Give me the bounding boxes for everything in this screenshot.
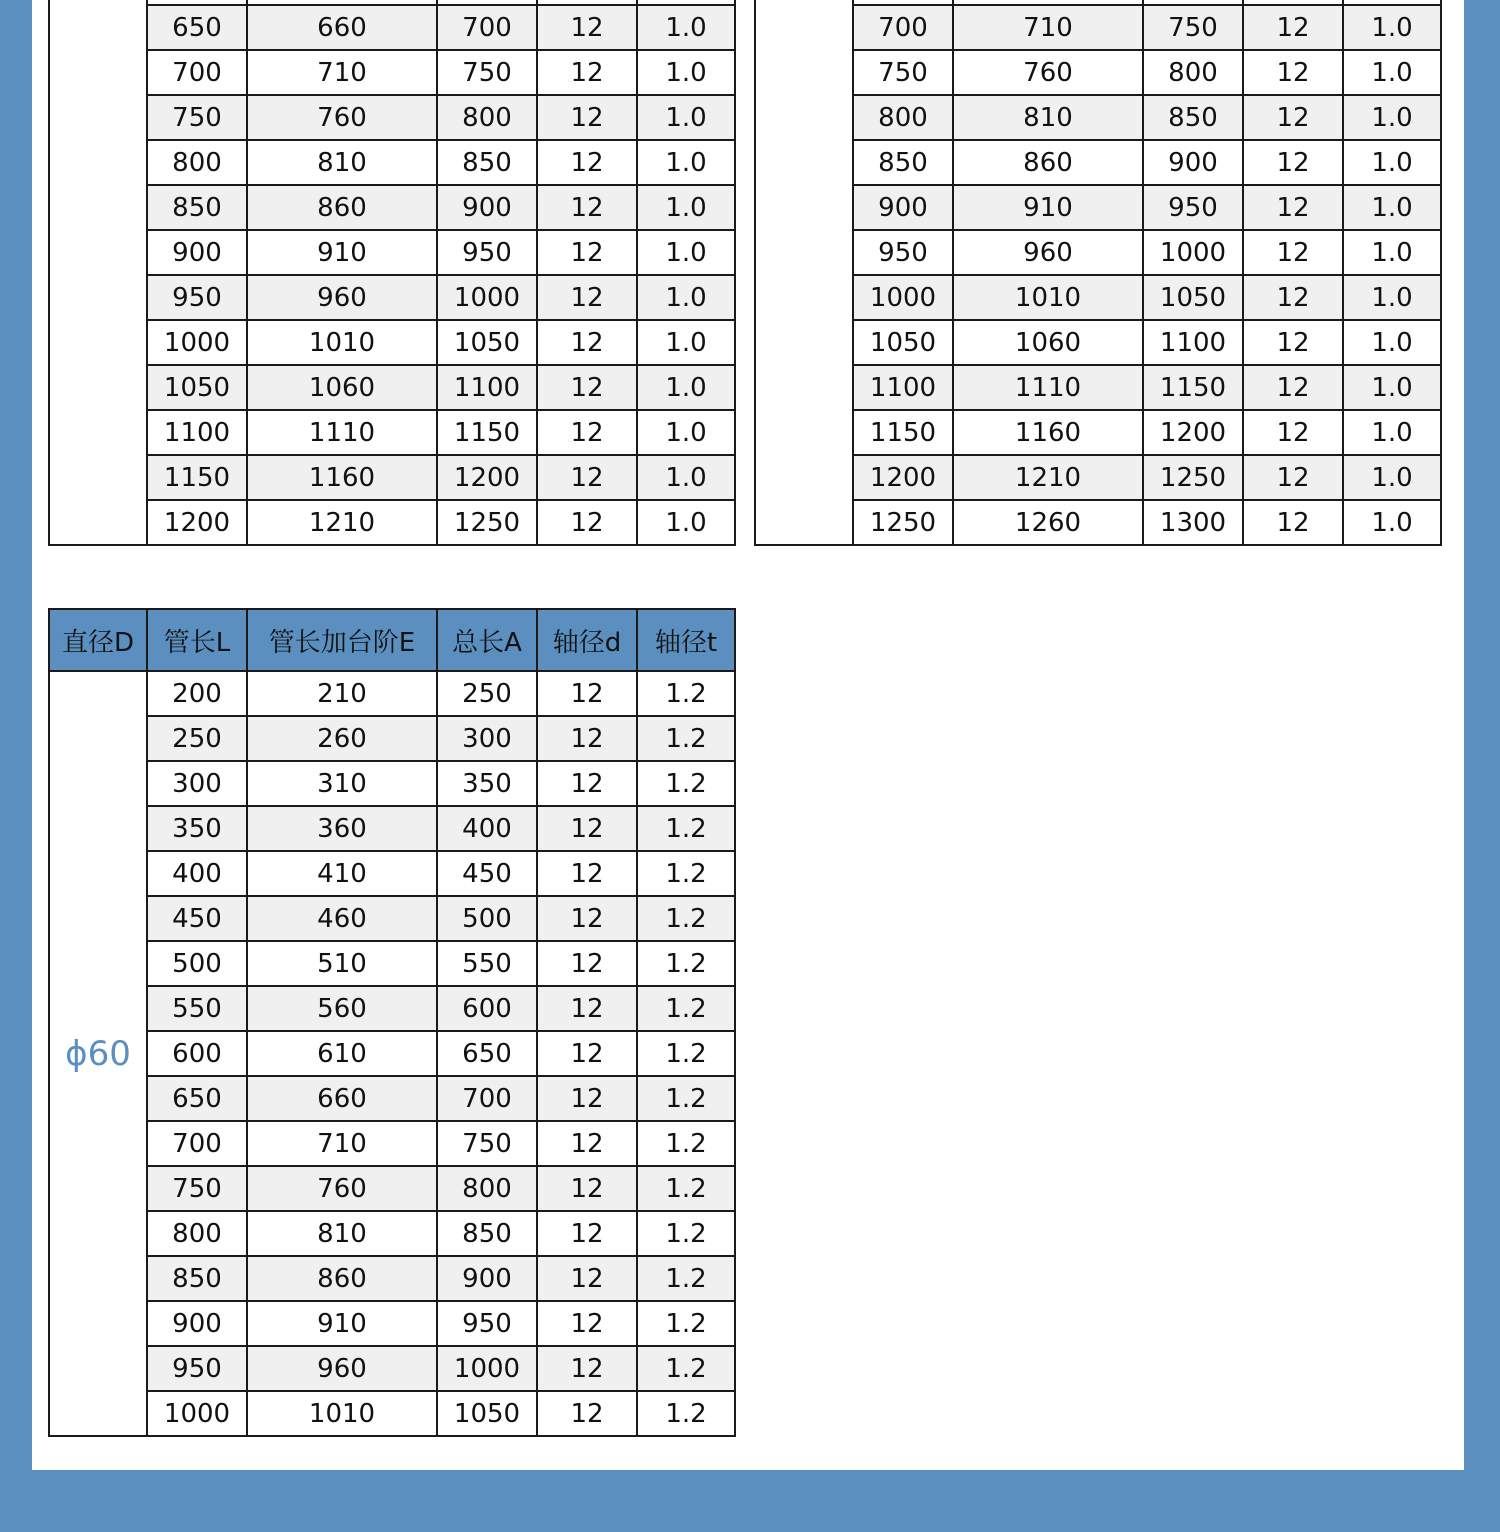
shaft-t-cell: 1.2	[637, 1301, 735, 1346]
step-length-cell: 310	[247, 761, 437, 806]
pipe-length-cell: 850	[147, 185, 247, 230]
table-row	[755, 50, 1441, 95]
step-length-cell: 510	[247, 941, 437, 986]
header-pipe-length-l: 管长L	[147, 609, 247, 671]
shaft-d-cell: 12	[537, 455, 637, 500]
step-length-cell: 960	[247, 1346, 437, 1391]
pipe-length-cell: 1000	[853, 275, 953, 320]
table-row	[755, 185, 1441, 230]
step-length-cell: 260	[247, 716, 437, 761]
shaft-t-cell: 1.0	[637, 95, 735, 140]
step-length-cell: 210	[247, 671, 437, 716]
table-row	[755, 95, 1441, 140]
total-length-cell: 1150	[1143, 365, 1243, 410]
total-length-cell: 400	[437, 806, 537, 851]
total-length-cell: 1000	[437, 275, 537, 320]
shaft-d-cell: 12	[537, 851, 637, 896]
pipe-length-cell: 1000	[147, 320, 247, 365]
total-length-cell: 950	[1143, 185, 1243, 230]
shaft-d-cell: 12	[537, 1256, 637, 1301]
total-length-cell: 850	[1143, 95, 1243, 140]
shaft-d-cell: 12	[1243, 275, 1343, 320]
shaft-t-cell: 1.0	[637, 230, 735, 275]
table-row	[49, 1211, 735, 1256]
shaft-t-cell: 1.0	[1343, 275, 1441, 320]
shaft-t-cell: 1.0	[637, 365, 735, 410]
total-length-cell: 1250	[437, 500, 537, 545]
table-row	[49, 761, 735, 806]
shaft-d-cell: 12	[537, 1391, 637, 1436]
pipe-length-cell: 1050	[853, 320, 953, 365]
table-row	[49, 806, 735, 851]
step-length-cell: 860	[247, 185, 437, 230]
shaft-t-cell: 1.2	[637, 1076, 735, 1121]
shaft-d-cell: 12	[537, 1301, 637, 1346]
total-length-cell: 350	[437, 761, 537, 806]
step-length-cell: 610	[247, 1031, 437, 1076]
pipe-length-cell: 250	[147, 716, 247, 761]
table-row	[49, 851, 735, 896]
pipe-length-cell: 600	[147, 1031, 247, 1076]
shaft-t-cell: 1.0	[1343, 320, 1441, 365]
shaft-t-cell: 1.2	[637, 761, 735, 806]
shaft-d-cell: 12	[1243, 50, 1343, 95]
table-row	[755, 455, 1441, 500]
pipe-length-cell: 800	[147, 1211, 247, 1256]
step-length-cell: 860	[247, 1256, 437, 1301]
step-length-cell: 1110	[953, 365, 1143, 410]
total-length-cell: 1150	[437, 410, 537, 455]
table-row	[755, 410, 1441, 455]
shaft-t-cell: 1.2	[637, 806, 735, 851]
pipe-length-cell: 900	[147, 1301, 247, 1346]
step-length-cell: 910	[247, 230, 437, 275]
total-length-cell: 1300	[1143, 500, 1243, 545]
pipe-length-cell: 1200	[853, 455, 953, 500]
step-length-cell: 710	[247, 1121, 437, 1166]
table-row	[755, 320, 1441, 365]
step-length-cell: 860	[953, 140, 1143, 185]
pipe-length-cell: 650	[147, 1076, 247, 1121]
shaft-d-cell: 12	[537, 1121, 637, 1166]
table-row	[49, 95, 735, 140]
shaft-d-cell: 12	[537, 1211, 637, 1256]
shaft-t-cell: 1.0	[637, 500, 735, 545]
header-total-length-a: 总长A	[437, 609, 537, 671]
step-length-cell: 760	[953, 50, 1143, 95]
total-length-cell: 950	[437, 1301, 537, 1346]
table-row	[755, 230, 1441, 275]
shaft-d-cell: 12	[537, 140, 637, 185]
shaft-t-cell: 1.0	[1343, 410, 1441, 455]
shaft-t-cell: 1.2	[637, 1211, 735, 1256]
table-row	[49, 1391, 735, 1436]
pipe-length-cell: 750	[147, 1166, 247, 1211]
total-length-cell: 700	[437, 5, 537, 50]
pipe-length-cell: 1100	[147, 410, 247, 455]
step-length-cell: 760	[247, 95, 437, 140]
diameter-label	[755, 0, 853, 545]
shaft-t-cell: 1.0	[1343, 140, 1441, 185]
shaft-d-cell: 12	[1243, 185, 1343, 230]
table-row	[49, 410, 735, 455]
step-length-cell: 1160	[247, 455, 437, 500]
header-diameter-d: 直径D	[49, 609, 147, 671]
pipe-length-cell: 350	[147, 806, 247, 851]
shaft-t-cell: 1.0	[637, 185, 735, 230]
pipe-length-cell: 650	[147, 5, 247, 50]
shaft-t-cell: 1.0	[1343, 500, 1441, 545]
shaft-d-cell: 12	[1243, 230, 1343, 275]
total-length-cell: 650	[437, 1031, 537, 1076]
shaft-d-cell: 12	[537, 986, 637, 1031]
total-length-cell: 900	[1143, 140, 1243, 185]
shaft-d-cell: 12	[537, 185, 637, 230]
shaft-d-cell: 12	[537, 1166, 637, 1211]
shaft-d-cell: 12	[537, 5, 637, 50]
total-length-cell: 700	[437, 1076, 537, 1121]
table-row	[755, 365, 1441, 410]
total-length-cell: 1250	[1143, 455, 1243, 500]
shaft-t-cell: 1.2	[637, 716, 735, 761]
total-length-cell: 600	[437, 986, 537, 1031]
pipe-length-cell: 1200	[147, 500, 247, 545]
total-length-cell: 1000	[437, 1346, 537, 1391]
total-length-cell: 1050	[437, 1391, 537, 1436]
shaft-t-cell: 1.2	[637, 986, 735, 1031]
pipe-length-cell: 750	[853, 50, 953, 95]
total-length-cell: 1000	[1143, 230, 1243, 275]
table-row	[49, 986, 735, 1031]
shaft-d-cell: 12	[537, 806, 637, 851]
step-length-cell: 810	[247, 1211, 437, 1256]
step-length-cell: 710	[247, 50, 437, 95]
total-length-cell: 850	[437, 1211, 537, 1256]
table-row	[49, 671, 735, 716]
shaft-d-cell: 12	[1243, 5, 1343, 50]
shaft-t-cell: 1.0	[637, 5, 735, 50]
step-length-cell: 1010	[247, 320, 437, 365]
pipe-length-cell: 700	[147, 1121, 247, 1166]
step-length-cell: 960	[953, 230, 1143, 275]
shaft-t-cell: 1.2	[637, 1166, 735, 1211]
step-length-cell: 960	[247, 275, 437, 320]
table-row	[49, 500, 735, 545]
shaft-d-cell: 12	[1243, 365, 1343, 410]
total-length-cell: 1200	[437, 455, 537, 500]
shaft-t-cell: 1.0	[637, 320, 735, 365]
table-row	[755, 140, 1441, 185]
step-length-cell: 910	[953, 185, 1143, 230]
shaft-d-cell: 12	[537, 1346, 637, 1391]
table-row	[49, 1166, 735, 1211]
step-length-cell: 1210	[247, 500, 437, 545]
pipe-length-cell: 950	[853, 230, 953, 275]
pipe-length-cell: 1050	[147, 365, 247, 410]
total-length-cell: 1200	[1143, 410, 1243, 455]
step-length-cell: 1160	[953, 410, 1143, 455]
pipe-length-cell: 200	[147, 671, 247, 716]
pipe-length-cell: 450	[147, 896, 247, 941]
shaft-t-cell: 1.2	[637, 851, 735, 896]
pipe-length-cell: 850	[147, 1256, 247, 1301]
shaft-t-cell: 1.0	[1343, 95, 1441, 140]
shaft-t-cell: 1.2	[637, 671, 735, 716]
shaft-d-cell: 12	[537, 671, 637, 716]
shaft-t-cell: 1.0	[637, 410, 735, 455]
shaft-d-cell: 12	[1243, 410, 1343, 455]
shaft-t-cell: 1.0	[637, 455, 735, 500]
shaft-t-cell: 1.0	[637, 275, 735, 320]
pipe-length-cell: 700	[853, 5, 953, 50]
pipe-length-cell: 850	[853, 140, 953, 185]
total-length-cell: 900	[437, 185, 537, 230]
total-length-cell: 500	[437, 896, 537, 941]
table-row	[49, 5, 735, 50]
total-length-cell: 1050	[1143, 275, 1243, 320]
shaft-d-cell: 12	[1243, 455, 1343, 500]
step-length-cell: 460	[247, 896, 437, 941]
header-pipe-step-length-e: 管长加台阶E	[247, 609, 437, 671]
step-length-cell: 810	[247, 140, 437, 185]
total-length-cell: 450	[437, 851, 537, 896]
pipe-length-cell: 950	[147, 1346, 247, 1391]
step-length-cell: 660	[247, 1076, 437, 1121]
shaft-t-cell: 1.2	[637, 1391, 735, 1436]
shaft-d-cell: 12	[537, 275, 637, 320]
table-row	[49, 185, 735, 230]
shaft-d-cell: 12	[1243, 320, 1343, 365]
shaft-t-cell: 1.0	[1343, 230, 1441, 275]
pipe-length-cell: 700	[147, 50, 247, 95]
total-length-cell: 850	[437, 140, 537, 185]
diameter-label	[49, 0, 147, 545]
table-row	[49, 365, 735, 410]
pipe-length-cell: 800	[853, 95, 953, 140]
shaft-d-cell: 12	[537, 320, 637, 365]
table-row	[49, 50, 735, 95]
pipe-length-cell: 750	[147, 95, 247, 140]
shaft-d-cell: 12	[537, 500, 637, 545]
total-length-cell: 300	[437, 716, 537, 761]
shaft-d-cell: 12	[537, 230, 637, 275]
total-length-cell: 800	[1143, 50, 1243, 95]
shaft-d-cell: 12	[1243, 500, 1343, 545]
shaft-t-cell: 1.2	[637, 1346, 735, 1391]
header-shaft-diameter-t: 轴径t	[637, 609, 735, 671]
table-row	[755, 5, 1441, 50]
total-length-cell: 800	[437, 95, 537, 140]
step-length-cell: 810	[953, 95, 1143, 140]
step-length-cell: 1110	[247, 410, 437, 455]
step-length-cell: 1060	[247, 365, 437, 410]
step-length-cell: 1010	[247, 1391, 437, 1436]
step-length-cell: 1010	[953, 275, 1143, 320]
step-length-cell: 1210	[953, 455, 1143, 500]
shaft-d-cell: 12	[537, 761, 637, 806]
table-row	[49, 1346, 735, 1391]
total-length-cell: 550	[437, 941, 537, 986]
table-row	[49, 455, 735, 500]
pipe-length-cell: 900	[147, 230, 247, 275]
table-row	[49, 1256, 735, 1301]
shaft-t-cell: 1.0	[637, 50, 735, 95]
header-shaft-diameter-d: 轴径d	[537, 609, 637, 671]
shaft-d-cell: 12	[537, 941, 637, 986]
shaft-d-cell: 12	[1243, 95, 1343, 140]
table-row	[49, 941, 735, 986]
table-header-row	[49, 609, 735, 671]
spec-table-phi50	[754, 0, 1442, 546]
diameter-label	[49, 671, 147, 1436]
shaft-t-cell: 1.2	[637, 1256, 735, 1301]
table-row	[49, 716, 735, 761]
pipe-length-cell: 550	[147, 986, 247, 1031]
shaft-t-cell: 1.0	[1343, 185, 1441, 230]
table-row	[49, 1076, 735, 1121]
shaft-d-cell: 12	[537, 410, 637, 455]
shaft-t-cell: 1.2	[637, 941, 735, 986]
table-row	[49, 1301, 735, 1346]
table-row	[49, 896, 735, 941]
step-length-cell: 760	[247, 1166, 437, 1211]
spec-table-phi60	[48, 608, 736, 1437]
shaft-t-cell: 1.0	[1343, 50, 1441, 95]
shaft-d-cell: 12	[537, 95, 637, 140]
shaft-t-cell: 1.0	[1343, 455, 1441, 500]
step-length-cell: 560	[247, 986, 437, 1031]
total-length-cell: 1100	[437, 365, 537, 410]
total-length-cell: 750	[1143, 5, 1243, 50]
table-row	[49, 230, 735, 275]
diameter-value: ϕ60	[65, 1033, 131, 1074]
shaft-t-cell: 1.0	[1343, 5, 1441, 50]
total-length-cell: 800	[437, 1166, 537, 1211]
table-row	[49, 1121, 735, 1166]
total-length-cell: 1050	[437, 320, 537, 365]
table-row	[755, 500, 1441, 545]
table-row	[49, 140, 735, 185]
shaft-d-cell: 12	[1243, 140, 1343, 185]
shaft-d-cell: 12	[537, 1031, 637, 1076]
table-row	[49, 320, 735, 365]
total-length-cell: 1100	[1143, 320, 1243, 365]
step-length-cell: 410	[247, 851, 437, 896]
table-row	[49, 275, 735, 320]
step-length-cell: 1060	[953, 320, 1143, 365]
shaft-d-cell: 12	[537, 365, 637, 410]
pipe-length-cell: 800	[147, 140, 247, 185]
pipe-length-cell: 1250	[853, 500, 953, 545]
step-length-cell: 710	[953, 5, 1143, 50]
shaft-d-cell: 12	[537, 716, 637, 761]
step-length-cell: 910	[247, 1301, 437, 1346]
pipe-length-cell: 900	[853, 185, 953, 230]
shaft-t-cell: 1.0	[1343, 365, 1441, 410]
total-length-cell: 250	[437, 671, 537, 716]
shaft-t-cell: 1.2	[637, 1121, 735, 1166]
total-length-cell: 750	[437, 50, 537, 95]
shaft-t-cell: 1.2	[637, 896, 735, 941]
pipe-length-cell: 1150	[853, 410, 953, 455]
pipe-length-cell: 950	[147, 275, 247, 320]
pipe-length-cell: 1000	[147, 1391, 247, 1436]
pipe-length-cell: 400	[147, 851, 247, 896]
step-length-cell: 1260	[953, 500, 1143, 545]
pipe-length-cell: 1150	[147, 455, 247, 500]
spec-table-phi38	[48, 0, 736, 546]
shaft-t-cell: 1.2	[637, 1031, 735, 1076]
pipe-length-cell: 1100	[853, 365, 953, 410]
total-length-cell: 900	[437, 1256, 537, 1301]
table-row	[755, 275, 1441, 320]
step-length-cell: 360	[247, 806, 437, 851]
shaft-t-cell: 1.0	[637, 140, 735, 185]
pipe-length-cell: 300	[147, 761, 247, 806]
table-row	[49, 1031, 735, 1076]
shaft-d-cell: 12	[537, 50, 637, 95]
total-length-cell: 750	[437, 1121, 537, 1166]
pipe-length-cell: 500	[147, 941, 247, 986]
total-length-cell: 950	[437, 230, 537, 275]
shaft-d-cell: 12	[537, 896, 637, 941]
shaft-d-cell: 12	[537, 1076, 637, 1121]
step-length-cell: 660	[247, 5, 437, 50]
